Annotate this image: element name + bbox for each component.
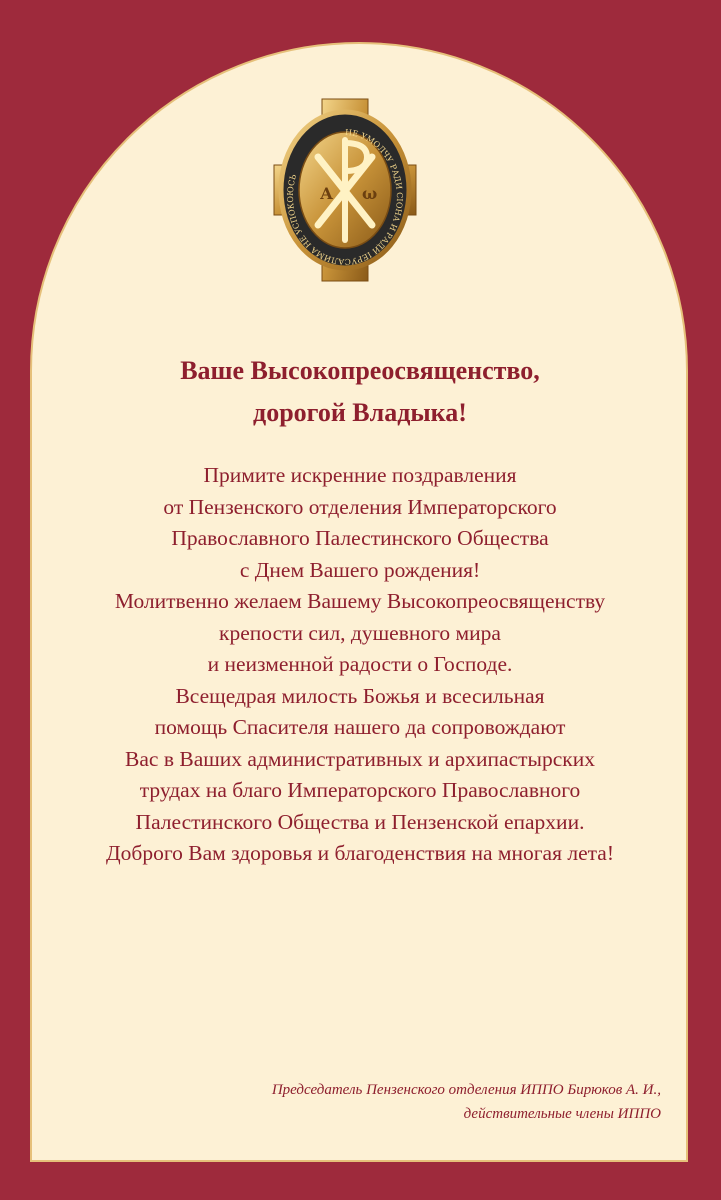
message-line: Примите искренние поздравления [203, 463, 517, 487]
signature-line-2: действительные члены ИППО [463, 1106, 661, 1122]
message-body [40, 460, 680, 870]
message-line: трудах на благо Императорского Православного [139, 778, 581, 802]
message-line: Всещедрая милость Божья и всесильная [175, 683, 545, 708]
greeting-line-2: дорогой Владыка! [253, 398, 467, 427]
message-line: Вас в Ваших административных и архипастырских [125, 746, 595, 771]
emblem-alpha: А [320, 184, 334, 203]
emblem-ring-text: НЕ УМОЛЧУ РАДИ СIОНА И РАДИ IЕРУСАЛИМА НЕ УСПОКОЮСЬ [285, 127, 404, 267]
message-line: Православного Палестинского Общества [171, 526, 549, 550]
emblem-omega: ω [362, 184, 378, 203]
message-line: от Пензенского отделения Императорского [163, 494, 557, 519]
signature [272, 1078, 661, 1126]
message-line: с Днем Вашего рождения! [239, 557, 481, 582]
message-line: Молитвенно желаем Вашему Высокопреосвященству [114, 589, 606, 613]
greeting-heading [40, 350, 680, 434]
message-line: Доброго Вам здоровья и благоденствия на многая лета! [105, 841, 614, 865]
message-line: крепости сил, душевного мира [219, 620, 501, 645]
chi-rho-emblem-icon [270, 95, 420, 285]
signature-line-1: Председатель Пензенского отделения ИППО Бирюков А. И., [271, 1082, 661, 1098]
message-line: и неизменной радости о Господе. [207, 652, 513, 676]
message-line: Палестинского Общества и Пензенской епархии. [135, 809, 585, 834]
greeting-line-1: Ваше Высокопреосвященство, [180, 356, 540, 385]
message-line: помощь Спасителя нашего да сопровождают [154, 715, 566, 739]
